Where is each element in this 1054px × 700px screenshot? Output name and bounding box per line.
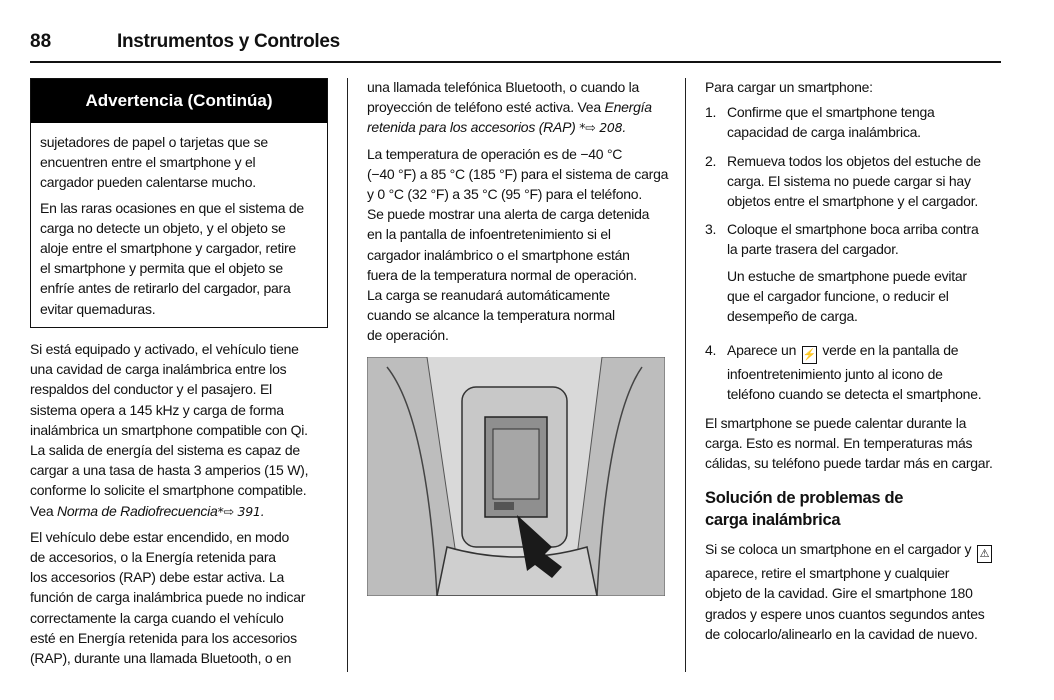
italic-reference: retenida para los accesorios (RAP)	[367, 119, 580, 136]
charger-warning-icon: ⚠	[977, 545, 992, 563]
text-line	[30, 628, 330, 648]
text: de operación.	[367, 327, 449, 344]
text-line: objetos entre el smartphone y el cargador.	[727, 193, 978, 210]
text-line	[705, 539, 1005, 563]
text-line	[367, 285, 667, 305]
text-line: Remueva todos los objetos del estuche de	[727, 152, 981, 169]
text: y 0 °C (32 °F) a 35 °C (95 °F) para el teléfono.	[367, 186, 642, 203]
text-line	[727, 340, 1005, 364]
step-note	[727, 266, 1005, 327]
text: proyección de teléfono esté activa. Vea	[367, 99, 605, 116]
column-divider	[685, 78, 686, 672]
text: La temperatura de operación es de −40 °C	[367, 145, 623, 162]
text: en la pantalla de infoentretenimiento si el	[367, 226, 611, 243]
page-number: 88	[30, 31, 52, 52]
step-number: 1.	[705, 104, 717, 121]
text-line	[30, 608, 330, 628]
cross-reference: *⇨ 391.	[217, 503, 265, 519]
text: cuando se alcance la temperatura normal	[367, 307, 615, 324]
intro-text: Para cargar un smartphone:	[705, 79, 873, 95]
text-line: En las raras ocasiones en que el sistema de	[40, 199, 304, 216]
step-item	[705, 102, 1005, 142]
text-line	[30, 339, 330, 359]
text-line: aloje entre el smartphone y cargador, retire	[40, 240, 296, 257]
text: inalámbrica un smartphone compatible con Qi.	[30, 421, 308, 438]
text: una llamada telefónica Bluetooth, o cuando la	[367, 79, 640, 95]
text: correctamente la carga cuando el vehículo	[30, 609, 284, 626]
text-line: el smartphone y permita que el objeto se	[40, 260, 283, 277]
text: cargador inalámbrico o el smartphone están	[367, 246, 630, 263]
text: conforme lo solicite el smartphone compatible.	[30, 482, 307, 499]
text-line: cálidas, su teléfono puede tardar más en cargar.	[705, 455, 993, 472]
text-line	[30, 480, 330, 500]
text-line: Un estuche de smartphone puede evitar	[727, 267, 967, 284]
text-line	[367, 305, 667, 325]
text-line	[30, 420, 330, 440]
text: fuera de la temperatura normal de operación.	[367, 266, 637, 283]
text-line	[30, 587, 330, 607]
text: (RAP), durante una llamada Bluetooth, o en	[30, 650, 292, 667]
text-line: grados y espere unos cuantos segundos antes	[705, 605, 985, 622]
text: una cavidad de carga inalámbrica entre los	[30, 361, 287, 378]
text-line	[367, 245, 667, 265]
text-line	[30, 379, 330, 399]
text: verde en la pantalla de	[818, 342, 959, 359]
step-item	[705, 219, 1005, 326]
text-line	[367, 224, 667, 244]
text-line	[367, 117, 667, 138]
text: cargar a una tasa de hasta 3 amperios (15 W),	[30, 462, 309, 479]
text: Vea	[30, 502, 58, 519]
text-line: la parte trasera del cargador.	[727, 241, 899, 258]
text-line: sujetadores de papel o tarjetas que se	[40, 134, 268, 150]
text-line: capacidad de carga inalámbrica.	[727, 124, 921, 141]
text-line: objeto de la cavidad. Gire el smartphone 180	[705, 585, 973, 602]
section-title: Instrumentos y Controles	[117, 31, 340, 52]
text-line: evitar quemaduras.	[40, 300, 156, 317]
text-line: carga. El sistema no puede cargar si hay	[727, 172, 971, 189]
column-3	[705, 77, 1005, 649]
text: La carga se reanudará automáticamente	[367, 287, 610, 304]
warning-body	[31, 123, 327, 319]
text-line: de colocarlo/alinearlo en la cavidad de nuevo.	[705, 625, 978, 642]
steps-list	[705, 102, 1005, 404]
text-line	[30, 527, 330, 547]
text: La salida de energía del sistema es capaz de	[30, 442, 300, 459]
text: respaldos del conductor y el pasajero. El	[30, 381, 272, 398]
text-line: El smartphone se puede calentar durante la	[705, 414, 967, 431]
paragraph	[367, 144, 667, 346]
text: los accesorios (RAP) debe estar activa. La	[30, 569, 285, 586]
text-line: aparece, retire el smartphone y cualquier	[705, 565, 950, 582]
text-line	[367, 144, 667, 164]
text-line	[30, 400, 330, 420]
text-line: que el cargador funcione, o reducir el	[727, 287, 949, 304]
header-rule	[30, 61, 1001, 63]
cross-reference: *⇨ 208.	[579, 120, 627, 136]
text-line	[367, 77, 667, 97]
warning-title: Advertencia (Continúa)	[31, 79, 327, 123]
text-line: carga. Esto es normal. En temperaturas más	[705, 434, 973, 451]
paragraph	[30, 527, 330, 668]
text: Si está equipado y activado, el vehículo tiene	[30, 341, 299, 357]
text-line: teléfono cuando se detecta el smartphone.	[727, 386, 982, 403]
text-line: desempeño de carga.	[727, 308, 858, 325]
paragraph	[30, 339, 330, 522]
text: (−40 °F) a 85 °C (185 °F) para el sistema de carga	[367, 165, 669, 182]
column-1	[30, 339, 330, 673]
text-line	[30, 440, 330, 460]
italic-reference: Norma de Radiofrecuencia	[57, 502, 218, 519]
paragraph	[705, 539, 1005, 644]
text-line	[367, 325, 667, 345]
text: sistema opera a 145 kHz y carga de forma	[30, 401, 284, 418]
text-line: encuentren entre el smartphone y el	[40, 154, 256, 171]
step-number: 2.	[705, 152, 717, 169]
text: esté en Energía retenida para los accesorios	[30, 629, 297, 646]
heading-line: carga inalámbrica	[705, 511, 841, 530]
text-line	[367, 265, 667, 285]
step-number: 3.	[705, 221, 717, 238]
heading-line: Solución de problemas de	[705, 489, 904, 508]
text: Aparece un	[727, 342, 800, 359]
text: El vehículo debe estar encendido, en modo	[30, 528, 290, 545]
text-line: carga no detecte un objeto, y el objeto se	[40, 219, 286, 236]
text-line: Coloque el smartphone boca arriba contra	[727, 221, 979, 238]
text-line	[30, 501, 330, 522]
warning-paragraph	[40, 132, 318, 193]
text: función de carga inalámbrica puede no indicar	[30, 589, 306, 606]
text-line	[30, 359, 330, 379]
text-line	[367, 184, 667, 204]
italic-reference: Energía	[604, 99, 652, 116]
step-item	[705, 340, 1005, 404]
text: de accesorios, o la Energía retenida para	[30, 549, 276, 566]
warning-box	[30, 78, 328, 328]
text-line: cargador pueden calentarse mucho.	[40, 174, 256, 191]
text: Si se coloca un smartphone en el cargador y	[705, 541, 975, 558]
charging-icon: ⚡	[802, 346, 817, 364]
step-number: 4.	[705, 342, 717, 359]
paragraph	[367, 77, 667, 139]
warning-paragraph	[40, 198, 318, 319]
text-line: enfríe antes de retirarlo del cargador, para	[40, 280, 291, 297]
text-line	[30, 547, 330, 567]
text-line	[30, 567, 330, 587]
text-line	[30, 648, 330, 668]
text-line	[367, 204, 667, 224]
paragraph	[705, 413, 1005, 474]
text-line	[367, 164, 667, 184]
text-line: Confirme que el smartphone tenga	[727, 104, 935, 121]
subsection-heading	[705, 487, 1005, 531]
step-item	[705, 151, 1005, 212]
text: Se puede mostrar una alerta de carga detenida	[367, 206, 650, 223]
text-line	[367, 97, 667, 117]
column-divider	[347, 78, 348, 672]
text-line	[30, 460, 330, 480]
wireless-charger-illustration	[367, 357, 665, 596]
text-line: infoentretenimiento junto al icono de	[727, 366, 943, 383]
column-2	[367, 77, 667, 351]
